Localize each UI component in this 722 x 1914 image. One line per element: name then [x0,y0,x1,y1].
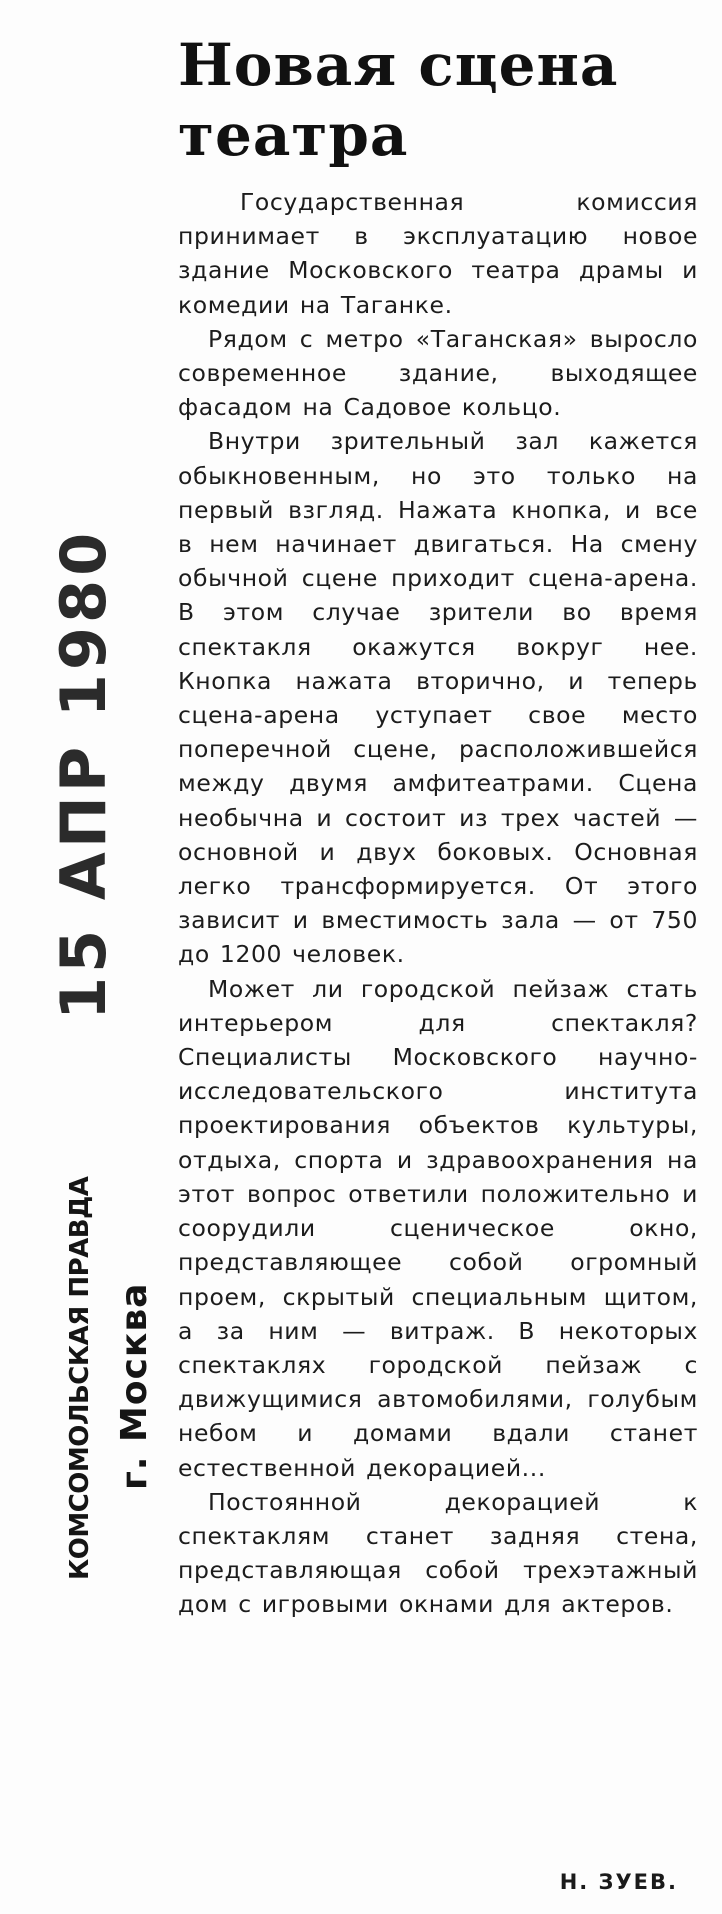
article-paragraph: Рядом с метро «Таганская» выросло современное здание, выходящее фасадом на Садовое кольцо. [178,324,698,422]
article-paragraph: Может ли городской пейзаж стать интерьером для спектакля? Специалисты Московского научно-исследовательского института проектирования объектов культуры, отдыха, спорта и здравоохранения на этот вопрос ответили положительно и соорудили сценическое окно, представляющее собой огромный проем, скрытый специальным щитом, а за ним — витраж. В некоторых спектаклях городской пейзаж с движущимися автомобилями, голубым небом и домами вдали станет естественной декорацией... [178,974,698,1482]
headline-line-2: театра [178,101,409,169]
article-paragraph: Внутри зрительный зал кажется обыкновенным, но это только на первый взгляд. Нажата кнопка, и все в нем начинает двигаться. На смену обычной сцене приходит сцена-арена. В этом случае зрители во время спектакля окажутся вокруг нее. Кнопка нажата вторично, и теперь сцена-арена уступает свое место поперечной сцене, расположившейся между двумя амфитеатрами. Сцена необычна и состоит из трех частей — основной и двух боковых. Основная легко трансформируется. От этого зависит и вместимость зала — от 750 до 1200 человек. [178,427,698,969]
article-paragraph: Государственная комиссия принимает в эксплуатацию новое здание Московского театра драмы и комедии на Таганке. [178,188,698,319]
city-stamp: г. Москва [114,1282,155,1490]
article-author: Н. ЗУЕВ. [559,1870,678,1894]
headline-line-1: Новая сцена [178,31,619,99]
article-paragraph: Постоянной декорацией к спектаклям станет задняя стена, представляющая собой трехэтажный дом с игровыми окнами для актеров. [178,1487,698,1619]
date-stamp: 15 АПР 1980 [47,528,120,1020]
article-headline [178,30,698,170]
newspaper-name-stamp: КОМСОМОЛЬСКАЯ ПРАВДА [65,1176,95,1580]
article-body [178,185,698,1622]
